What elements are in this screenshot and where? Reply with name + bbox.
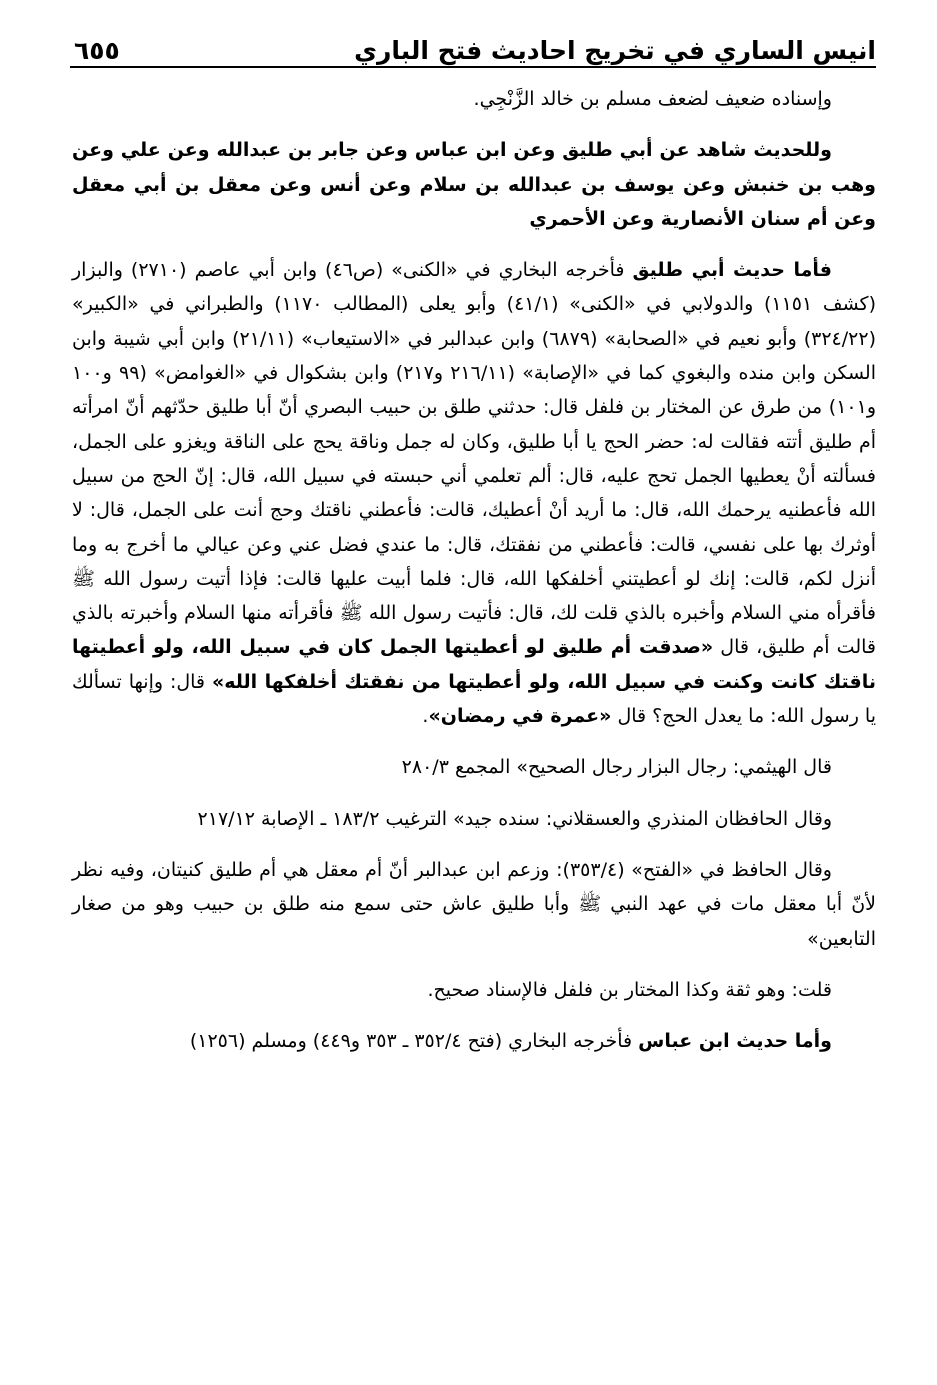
prophetic-quote-2: «عمرة في رمضان» xyxy=(428,705,612,728)
page-number: ٦٥٥ xyxy=(74,36,120,65)
paragraph-isnad-weak: وإسناده ضعيف لضعف مسلم بن خالد الزَّنْجِي. xyxy=(473,88,832,110)
paragraph-author-note: قلت: وهو ثقة وكذا المختار بن فلفل فالإسناد صحيح. xyxy=(427,978,832,1001)
paragraph-witnesses: وللحديث شاهد عن أبي طليق وعن ابن عباس وعن جابر بن عبدالله وعن علي وعن وهب بن خنبش وعن يوسف بن عبدالله بن سلام وعن أنس وعن معقل بن أبي معقل وعن أم سنان الأنصارية وعن الأحمري xyxy=(72,139,876,230)
prophetic-quote: «صدقت أم طليق لو أعطيتها الجمل كان في سبيل الله، ولو أعطيتها ناقتك كانت وكنت في سبيل الله، ولو أعطيتها من نفقتك أخلفكها الله» xyxy=(72,636,876,693)
paragraph-abu-taliq-text-2: قال: وإنها تسألك يا رسول الله: ما يعدل الحج؟ قال xyxy=(72,670,876,728)
paragraph-mundhiri-asqalani: وقال الحافظان المنذري والعسقلاني: سنده جيد» الترغيب ١٨٣/٢ ـ الإصابة ٢١٧/١٢ xyxy=(197,807,832,830)
paragraph-end: . xyxy=(422,705,429,728)
paragraph-ibn-abbas-text: فأخرجه البخاري (فتح ٣٥٢/٤ ـ ٣٥٣ و٤٤٩) ومسلم (١٢٥٦) xyxy=(189,1030,639,1053)
paragraph-fath-quote: وقال الحافظ في «الفتح» (٣٥٣/٤): وزعم ابن عبدالبر أنّ أم معقل هي أم طليق كنيتان، وفيه نظر لأنّ أبا معقل مات في عهد النبي ﷺ وأبا طليق عاش حتى سمع منه طلق بن حبيب وهو من صغار التابعين» xyxy=(72,858,876,950)
paragraph-ibn-abbas-hadith xyxy=(72,1024,876,1058)
page-body xyxy=(72,82,876,1075)
page-header xyxy=(70,18,876,68)
running-title: انيس الساري في تخريج احاديث فتح الباري xyxy=(354,36,876,65)
section-lead-ibn-abbas: وأما حديث ابن عباس xyxy=(638,1030,832,1053)
paragraph-abu-taliq-text: فأخرجه البخاري في «الكنى» (ص٤٦) وابن أبي عاصم (٢٧١٠) والبزار (كشف ١١٥١) والدولابي في «الكنى» (٤١/١) وأبو يعلى (المطالب ١١٧٠) والطبراني في «الكبير» (٣٢٤/٢٢) وأبو نعيم في «الصحابة» (٦٨٧٩) وابن عبدالبر في «الاستيعاب» (٢١/١١) وابن أبي شيبة وابن السكن وابن منده والبغوي كما في «الإصابة» (٢١٦/١١ و٢١٧) وابن بشكوال في «الغوامض» (٩٩ و١٠٠ و١٠١) من طرق عن المختار بن فلفل قال: حدثني طلق بن حبيب البصري أنّ أبا طليق حدّثهم أنّ امرأته أم طليق أتته فقالت له: حضر الحج يا أبا طليق، وكان له جمل وناقة يحج على الناقة ويغزو على الجمل، فسألته أنْ يعطيها الجمل تحج عليه، قال: ألم تعلمي أني حبسته في سبيل الله، قال: إنّ الحج من سبيل الله فأعطنيه يرحمك الله، قال: ما أريد أنْ أعطيك، قالت: فأعطني ناقتك وحج أنت على الجمل، قال: لا أوثرك بها على نفسي، قالت: فأعطني من نفقتك، قال: ما عندي فضل عني وعن عيالي ما أخرج به وما أنزل لكم، قالت: إنك لو أعطيتني أخلفكها الله، قال: فلما أبيت عليها قالت: فإذا أتيت رسول الله ﷺ فأقرأه مني السلام وأخبره بالذي قلت لك، قال: فأتيت رسول الله ﷺ فأقرأته منها السلام وأخبرته بالذي قالت أم طليق، قال xyxy=(72,259,877,659)
paragraph-abu-taliq-hadith xyxy=(72,253,876,733)
section-lead-abu-taliq: فأما حديث أبي طليق xyxy=(632,259,832,282)
paragraph-haythami: قال الهيثمي: رجال البزار رجال الصحيح» المجمع ٢٨٠/٣ xyxy=(401,756,832,779)
